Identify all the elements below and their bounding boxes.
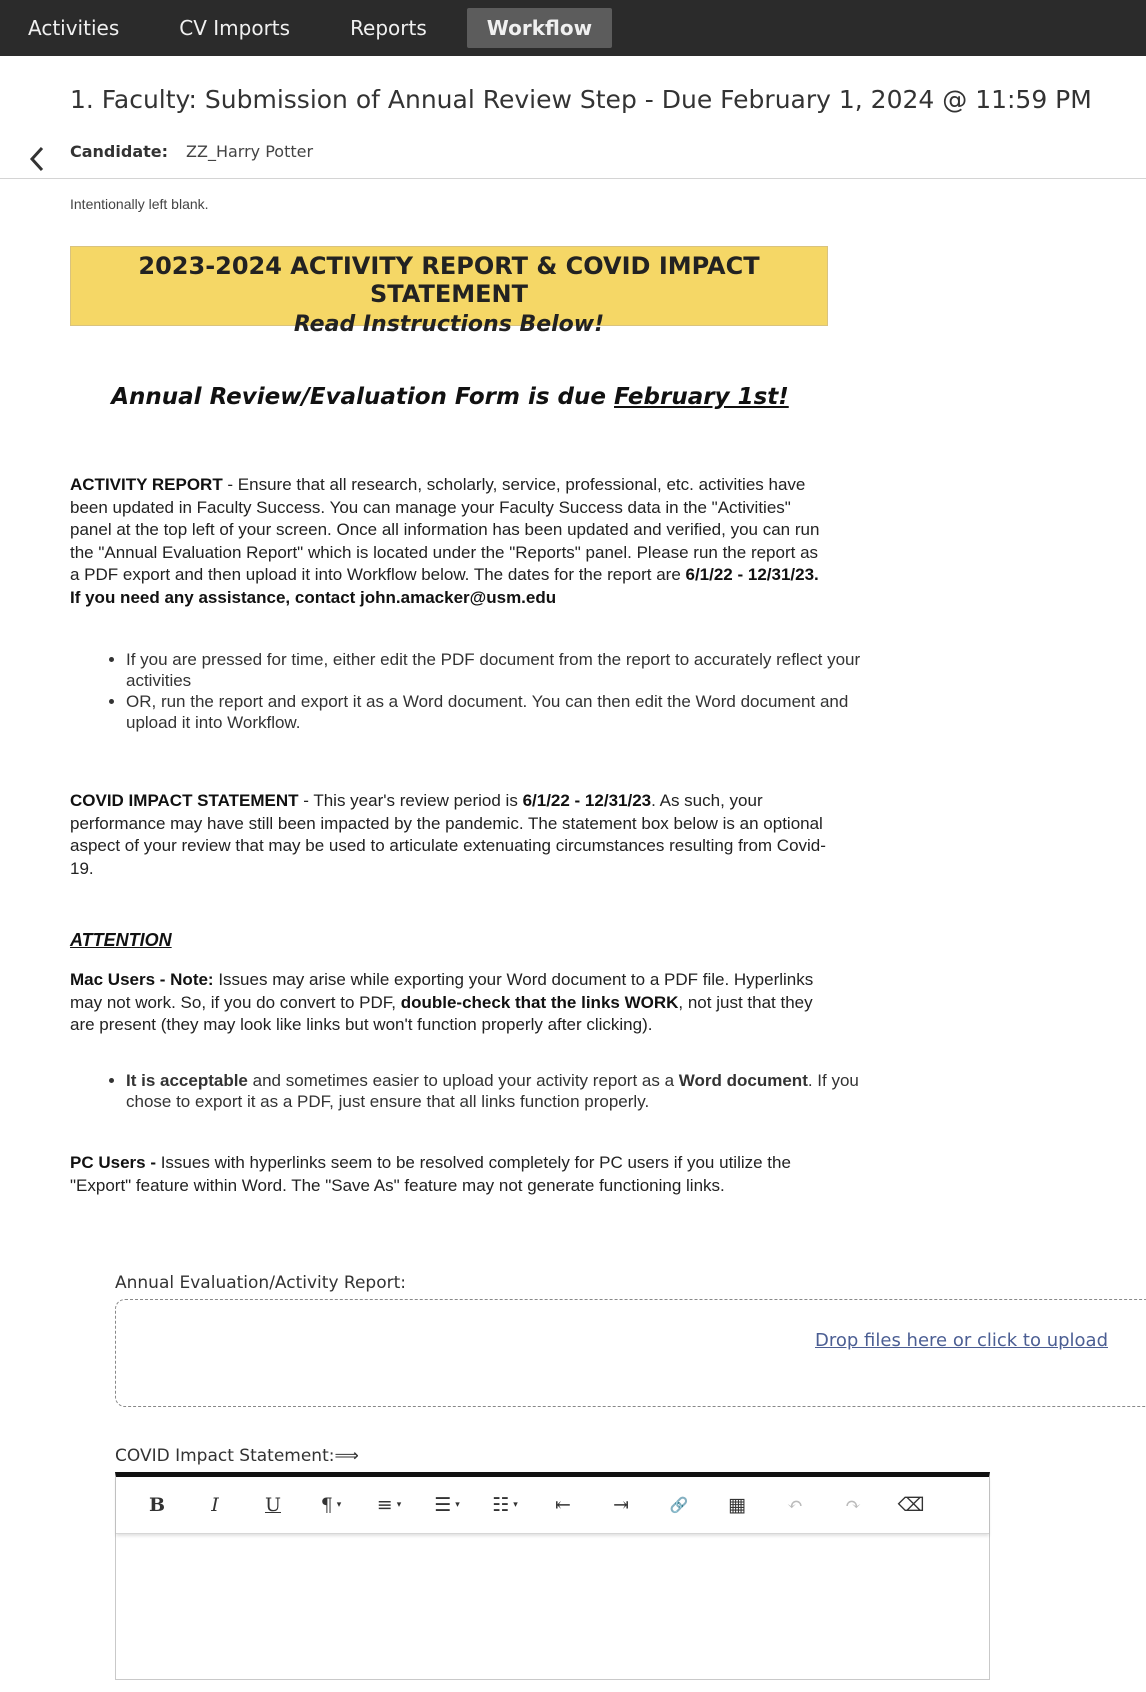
mac-heading: Mac Users - Note: [70, 970, 214, 989]
activity-report-heading: ACTIVITY REPORT [70, 475, 223, 494]
candidate-name: ZZ_Harry Potter [186, 142, 314, 161]
redo-icon: ↷ [845, 1494, 861, 1516]
outdent-icon: ⇤ [555, 1494, 571, 1516]
tab-reports[interactable]: Reports [350, 16, 427, 40]
arrow-icon: ⟹ [334, 1446, 359, 1466]
statement-editor-area[interactable] [116, 1534, 989, 1674]
back-arrow-icon[interactable] [26, 144, 48, 174]
bullet-text: and sometimes easier to upload your activity report as a [247, 1071, 679, 1090]
bullet-text-2: . If you chose to export it as a PDF, just ensure that all links function properly. [126, 1071, 859, 1111]
mac-text-2: , not just that they are present (they may look like links but won't function properly after clicking). [70, 992, 813, 1034]
underline-icon: U [264, 1494, 281, 1516]
outdent-button[interactable] [534, 1485, 592, 1525]
unordered-list-button[interactable] [476, 1485, 534, 1525]
activity-report-paragraph [70, 474, 830, 609]
bullet-bold-2: Word document [678, 1071, 808, 1090]
eraser-icon: ⌫ [897, 1494, 925, 1516]
statement-label-text: COVID Impact Statement: [115, 1446, 335, 1466]
caret-down-icon: ▾ [455, 1500, 460, 1510]
due-notice [70, 384, 830, 410]
table-icon: ▦ [728, 1494, 746, 1516]
tab-cv-imports[interactable]: CV Imports [179, 16, 291, 40]
clear-format-button[interactable] [882, 1485, 940, 1525]
pc-text: Issues with hyperlinks seem to be resolved completely for PC users if you utilize the "Export" feature within Word. The "Save As" feature may not generate functioning links. [70, 1153, 791, 1195]
list-item [126, 1070, 896, 1112]
indent-button[interactable] [592, 1485, 650, 1525]
pc-users-paragraph [70, 1152, 830, 1197]
list-item: • If you are pressed for time, either edit the PDF document from the report to accurately reflect your activities [126, 649, 896, 691]
italic-button[interactable] [186, 1485, 244, 1525]
activity-report-dates: 6/1/22 - 12/31/23. If you need any assistance, contact john.amacker@usm.edu [70, 565, 819, 607]
mac-users-paragraph [70, 969, 830, 1037]
link-icon: 🔗 [669, 1496, 689, 1514]
ordered-list-button[interactable] [418, 1485, 476, 1525]
due-date: February 1st! [614, 384, 789, 410]
underline-button[interactable] [244, 1485, 302, 1525]
covid-text: - This year's review period is [298, 791, 523, 810]
activity-report-bullets [70, 649, 896, 733]
bullet-bold: It is acceptable [126, 1071, 248, 1090]
covid-text-2: . As such, your performance may have still been impacted by the pandemic. The statement box below is an optional aspect of your review that may be used to articulate extenuating circumstances resulting from Covid-19. [70, 791, 826, 878]
undo-icon: ↶ [787, 1494, 803, 1516]
upload-label: Annual Evaluation/Activity Report: [115, 1273, 406, 1293]
banner-subtitle: Read Instructions Below! [293, 312, 605, 337]
align-button[interactable] [360, 1485, 418, 1525]
top-nav [0, 0, 1146, 56]
paragraph-format-button[interactable] [302, 1485, 360, 1525]
due-prefix: Annual Review/Evaluation Form is due [111, 384, 614, 410]
page-title: 1. Faculty: Submission of Annual Review Step - Due February 1, 2024 @ 11:59 PM [70, 85, 1092, 114]
mac-emphasis: double-check that the links WORK [400, 992, 679, 1012]
list-item: • OR, run the report and export it as a Word document. You can then edit the Word document and upload it into Workflow. [126, 691, 896, 733]
covid-paragraph [70, 790, 830, 880]
banner-title: 2023-2024 ACTIVITY REPORT & COVID IMPACT STATEMENT [138, 252, 760, 308]
candidate-label: Candidate: [70, 142, 169, 161]
tab-activities[interactable]: Activities [28, 16, 120, 40]
tab-workflow[interactable]: Workflow [467, 8, 612, 48]
table-button[interactable] [708, 1485, 766, 1525]
caret-down-icon: ▾ [513, 1500, 518, 1510]
covid-heading: COVID IMPACT STATEMENT [70, 791, 299, 810]
editor-toolbar [116, 1477, 989, 1534]
redo-button[interactable] [824, 1485, 882, 1525]
bold-icon: B [148, 1494, 166, 1516]
undo-button[interactable] [766, 1485, 824, 1525]
covid-dates: 6/1/22 - 12/31/23 [522, 791, 652, 810]
blank-note: Intentionally left blank. [70, 196, 209, 212]
activity-report-text: - Ensure that all research, scholarly, service, professional, etc. activities have been updated in Faculty Success. You can manage your Faculty Success data in the "Activities" panel at the top left of your screen. Once all information has been updated and verified, you can run the "Annual Evaluation Report" which is located under the "Reports" panel. Please run the report as a PDF export and then upload it into Workflow below. The dates for the report are [70, 475, 820, 584]
italic-icon: I [211, 1494, 219, 1516]
caret-down-icon: ▾ [336, 1500, 342, 1510]
attention-heading: ATTENTION [70, 930, 172, 950]
statement-label [115, 1446, 359, 1466]
bold-button[interactable] [128, 1485, 186, 1525]
caret-down-icon: ▾ [396, 1500, 402, 1510]
pc-heading: PC Users - [70, 1153, 156, 1172]
instructions-banner [70, 246, 828, 337]
ordered-list-icon: ☰ [434, 1494, 452, 1516]
indent-icon: ⇥ [613, 1494, 629, 1516]
paragraph-icon: ¶ [320, 1494, 333, 1516]
file-dropzone[interactable] [115, 1299, 1146, 1407]
link-button[interactable] [650, 1485, 708, 1525]
upload-link[interactable]: Drop files here or click to upload [815, 1330, 1108, 1351]
unordered-list-icon: ☷ [492, 1494, 510, 1516]
mac-bullets [70, 1070, 896, 1112]
mac-text: Issues may arise while exporting your Word document to a PDF file. Hyperlinks may not work. So, if you do convert to PDF, [70, 970, 814, 1012]
align-icon: ≡ [376, 1494, 393, 1516]
candidate-info [70, 142, 313, 161]
rich-text-editor [115, 1472, 990, 1680]
